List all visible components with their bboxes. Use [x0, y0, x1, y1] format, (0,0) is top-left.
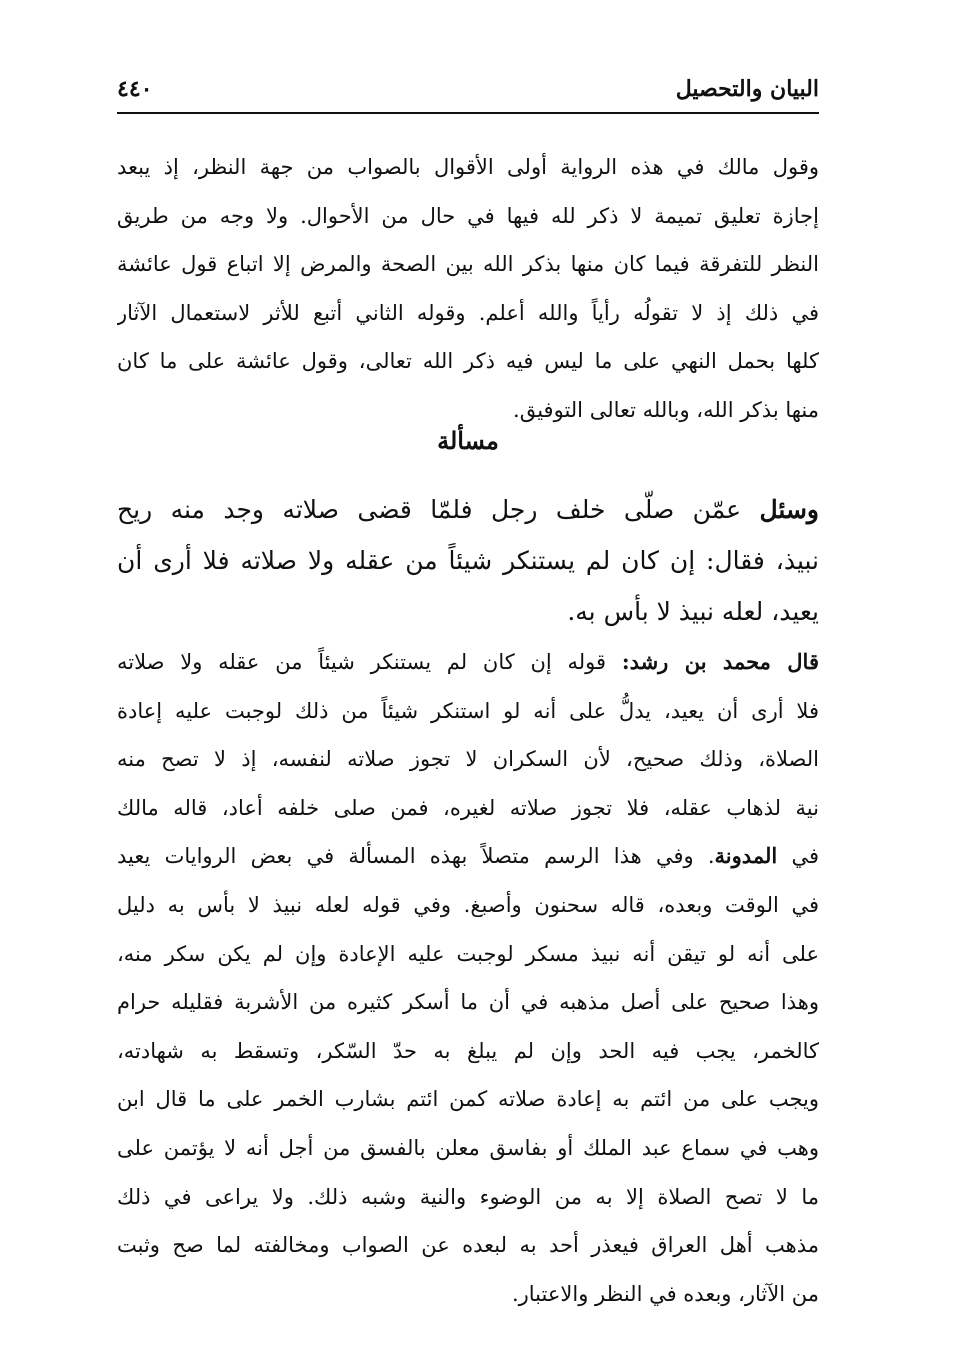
text-line: ويجب على من ائتم به إعادة صلاته كمن ائتم بشارب الخمر على ما قال ابن	[117, 1087, 819, 1112]
book-reference: المدونة	[714, 843, 778, 869]
text-line: من الآثار، وبعده في النظر والاعتبار.	[511, 1281, 819, 1306]
text-line: نبيذ، فقال: إن كان لم يستنكر شيئاً من عقله ولا صلاته فلا أرى أن	[117, 546, 819, 575]
text-line: كالخمر، يجب فيه الحد وإن لم يبلغ به حدّ السّكر، وتسقط به شهادته،	[117, 1038, 819, 1063]
text-line	[117, 638, 819, 687]
text-line: كلها بحمل النهي على ما ليس فيه ذكر الله تعالى، وقول عائشة على ما كان	[117, 349, 819, 374]
text-line: الصلاة، وذلك صحيح، لأن السكران لا تجوز صلاته لنفسه، إذ لا تصح منه	[117, 747, 819, 772]
text-line: وقول مالك في هذه الرواية أولى الأقوال بالصواب من جهة النظر، إذ يبعد	[117, 155, 819, 179]
text-line: وهب في سماع عبد الملك أو بفاسق معلن بالفسق من أجل أنه لا يؤتمن على	[117, 1135, 819, 1160]
text-fragment: في	[777, 844, 819, 869]
text-line: وهذا صحيح على أصل مذهبه في أن ما أسكر كثيره من الأشربة فقليله حرام	[117, 990, 819, 1015]
text-line	[117, 832, 819, 881]
book-title: البيان والتحصيل	[675, 76, 819, 102]
text-line: في ذلك إذ لا تقولُه رأياً والله أعلم. وقوله الثاني أتبع للأثر لاستعمال الآثار	[117, 300, 819, 325]
text-line	[117, 484, 819, 535]
text-line: ما لا تصح الصلاة إلا به من الوضوء والنية وشبه ذلك. ولا يراعى في ذلك	[117, 1184, 819, 1209]
text-line: يعيد، لعله نبيذ لا بأس به.	[567, 597, 819, 626]
page-number: ٤٤٠	[117, 76, 153, 102]
page-header	[117, 70, 819, 114]
text-line: نية لذهاب عقله، فلا تجوز صلاته لغيره، فمن صلى خلفه أعاد، قاله مالك	[117, 795, 819, 820]
paragraph-commentary-2	[117, 638, 819, 1318]
text-line: على أنه لو تيقن أنه نبيذ مسكر لوجبت عليه الإعادة وإن لم يكن سكر منه،	[117, 941, 819, 966]
text-line: في الوقت وبعده، قاله سحنون وأصبغ. وفي قوله لعله نبيذ لا بأس به دليل	[117, 892, 819, 917]
text-line: النظر للتفرقة فيما كان منها بذكر الله بين الصحة والمرض إلا اتباع قول عائشة	[117, 252, 819, 277]
paragraph-commentary-1	[117, 143, 819, 435]
question-text: عمّن صلّى خلف رجل فلمّا قضى صلاته وجد منه ريح	[117, 495, 760, 524]
section-heading: مسألة	[437, 426, 499, 455]
question-paragraph	[117, 484, 819, 637]
question-lead: وسئل	[759, 495, 819, 524]
text-fragment: . وفي هذا الرسم متصلاً بهذه المسألة في بعض الروايات يعيد	[117, 844, 715, 869]
text-line: فلا أرى أن يعيد، يدلُّ على أنه لو استنكر شيئاً من ذلك لوجبت عليه إعادة	[117, 698, 819, 723]
text-line: منها بذكر الله، وبالله تعالى التوفيق.	[513, 397, 819, 422]
text-line: إجازة تعليق تميمة لا ذكر لله فيها في حال من الأحوال. ولا وجه من طريق	[117, 203, 819, 228]
author-lead: قال محمد بن رشد:	[621, 649, 819, 674]
commentary-text: قوله إن كان لم يستنكر شيئاً من عقله ولا صلاته	[117, 650, 622, 674]
text-line: مذهب أهل العراق فيعذر أحد به لبعده عن الصواب ومخالفته لما صح وثبت	[117, 1233, 819, 1258]
